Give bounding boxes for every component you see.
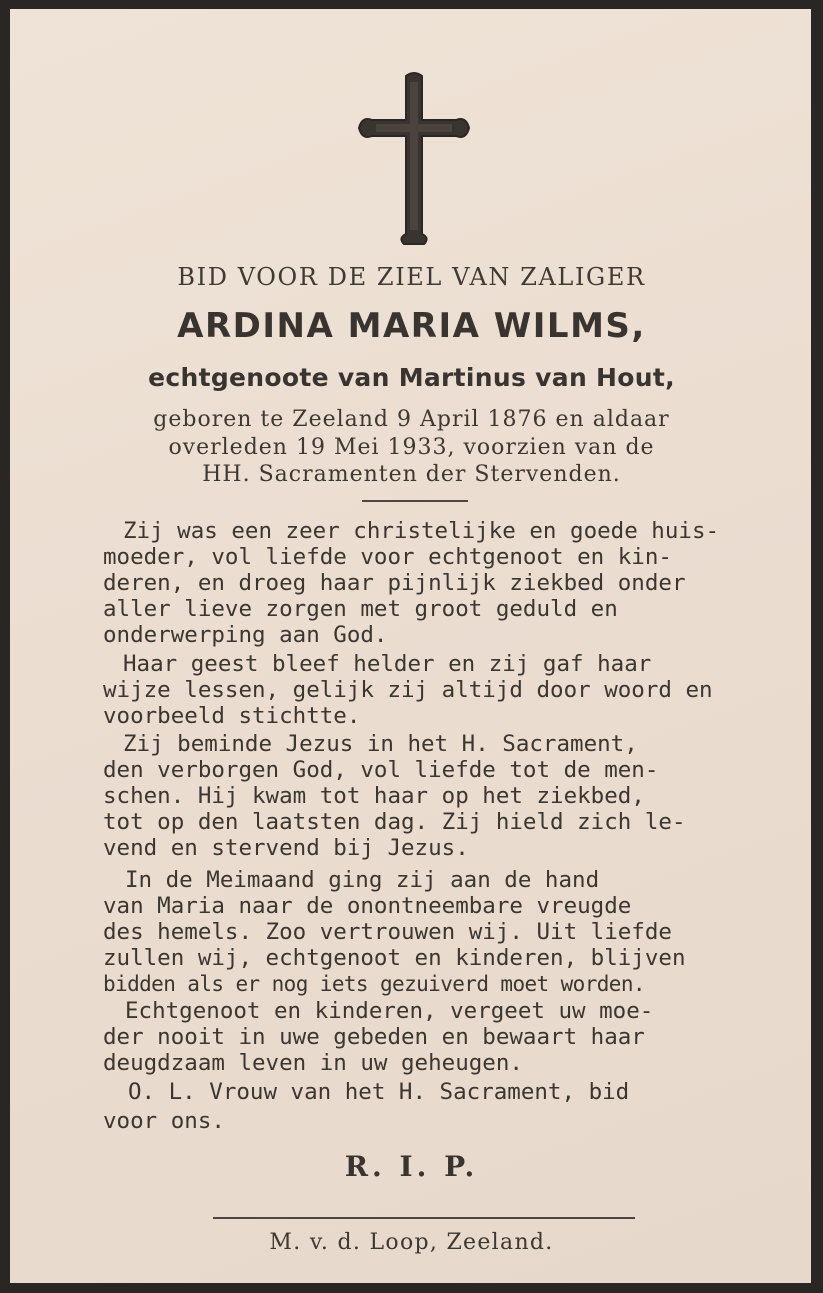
cross-icon (358, 70, 470, 246)
printer-credit: M. v. d. Loop, Zeeland. (269, 1230, 554, 1255)
text-line: voorbeeld stichtte. (103, 703, 361, 729)
text-line: schen. Hij kwam tot haar op het ziekbed, (103, 783, 645, 809)
text-line: O. L. Vrouw van het H. Sacrament, bid (128, 1079, 630, 1105)
birth-line: geboren te Zeeland 9 April 1876 en aldaar (153, 407, 670, 432)
text-line: der nooit in uwe gebeden en bewaart haar (103, 1024, 645, 1050)
text-line: aller lieve zorgen met groot geduld en (103, 596, 618, 622)
footer-divider (213, 1217, 635, 1219)
text-line: moeder, vol liefde voor echtgenoot en kin- (103, 544, 672, 570)
deceased-name: ARDINA MARIA WILMS, (177, 306, 646, 346)
text-line: Zij beminde Jezus in het H. Sacrament, (123, 731, 638, 757)
text-line: In de Meimaand ging zij aan de hand (125, 867, 600, 893)
text-line: deren, en droeg haar pijnlijk ziekbed onder (103, 570, 686, 596)
text-line: Zij was een zeer christelijke en goede huis- (123, 518, 720, 544)
text-line: des hemels. Zoo vertrouwen wij. Uit liefde (103, 919, 672, 945)
sacraments-line: HH. Sacramenten der Stervenden. (202, 462, 621, 487)
text-line: Echtgenoot en kinderen, vergeet uw moe- (125, 998, 654, 1024)
text-line: bidden als er nog iets gezuiverd moet worden. (103, 972, 645, 996)
text-line: zullen wij, echtgenoot en kinderen, blijven (103, 945, 686, 971)
text-line: Haar geest bleef helder en zij gaf haar (123, 651, 652, 677)
death-line: overleden 19 Mei 1933, voorzien van de (168, 435, 655, 460)
text-line: den verborgen God, vol liefde tot de men- (103, 757, 659, 783)
text-line: onderwerping aan God. (103, 622, 388, 648)
prayer-heading: BID VOOR DE ZIEL VAN ZALIGER (177, 263, 646, 291)
text-line: van Maria naar de onontneembare vreugde (103, 893, 632, 919)
rip-mark: R. I. P. (344, 1150, 479, 1183)
text-line: deugdzaam leven in uw geheugen. (103, 1050, 523, 1076)
text-line: voor ons. (103, 1108, 225, 1134)
text-line: vend en stervend bij Jezus. (103, 835, 469, 861)
divider (362, 500, 468, 502)
spouse-line: echtgenoote van Martinus van Hout, (148, 363, 675, 392)
text-line: wijze lessen, gelijk zij altijd door woord en (103, 677, 713, 703)
text-line: tot op den laatsten dag. Zij hield zich le- (103, 809, 686, 835)
